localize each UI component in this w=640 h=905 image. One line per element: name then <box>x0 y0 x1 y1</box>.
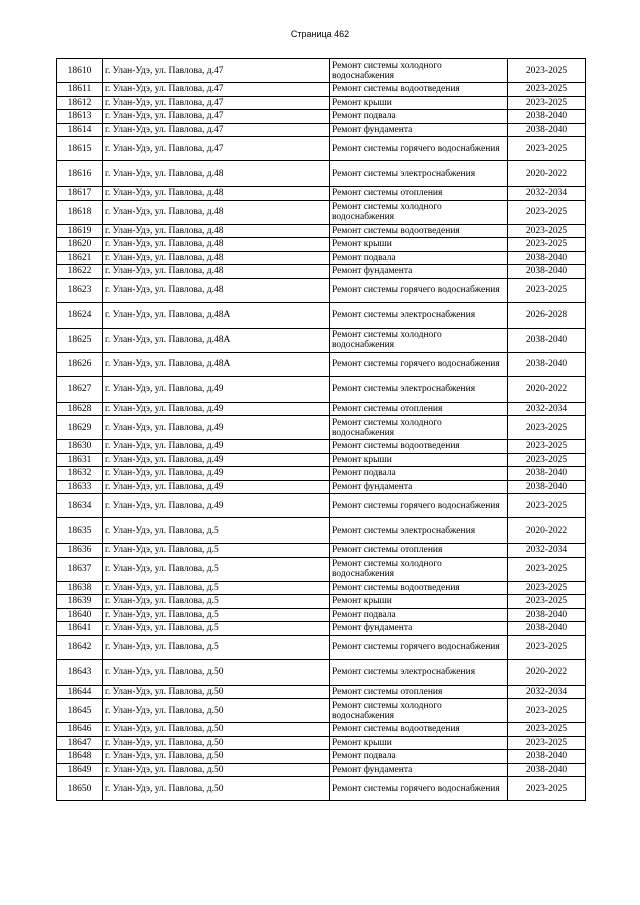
table-row <box>57 416 586 440</box>
period-cell: 2023-2025 <box>508 699 586 723</box>
address-cell: г. Улан-Удэ, ул. Павлова, д.49 <box>103 467 330 481</box>
address-cell: г. Улан-Удэ, ул. Павлова, д.48 <box>103 278 330 302</box>
period-cell: 2038-2040 <box>508 251 586 265</box>
table-row <box>57 518 586 544</box>
period-cell: 2038-2040 <box>508 622 586 636</box>
period-cell: 2023-2025 <box>508 238 586 252</box>
repair-schedule-table <box>56 58 586 801</box>
work-type-cell: Ремонт системы электроснабжения <box>330 376 508 402</box>
work-type-cell: Ремонт фундамента <box>330 480 508 494</box>
period-cell: 2032-2034 <box>508 685 586 699</box>
row-number-cell: 18639 <box>57 595 103 609</box>
row-number-cell: 18629 <box>57 416 103 440</box>
address-cell: г. Улан-Удэ, ул. Павлова, д.47 <box>103 137 330 161</box>
address-cell: г. Улан-Удэ, ул. Павлова, д.47 <box>103 110 330 124</box>
table-row <box>57 595 586 609</box>
period-cell: 2023-2025 <box>508 224 586 238</box>
address-cell: г. Улан-Удэ, ул. Павлова, д.47 <box>103 123 330 137</box>
address-cell: г. Улан-Удэ, ул. Павлова, д.49 <box>103 494 330 518</box>
row-number-cell: 18637 <box>57 557 103 581</box>
address-cell: г. Улан-Удэ, ул. Павлова, д.48 <box>103 265 330 279</box>
table-row <box>57 187 586 201</box>
work-type-cell: Ремонт крыши <box>330 96 508 110</box>
work-type-cell: Ремонт системы горячего водоснабжения <box>330 137 508 161</box>
period-cell: 2023-2025 <box>508 96 586 110</box>
table-row <box>57 110 586 124</box>
table-row <box>57 137 586 161</box>
period-cell: 2020-2022 <box>508 518 586 544</box>
address-cell: г. Улан-Удэ, ул. Павлова, д.50 <box>103 699 330 723</box>
row-number-cell: 18645 <box>57 699 103 723</box>
work-type-cell: Ремонт системы холодного водоснабжения <box>330 557 508 581</box>
work-type-cell: Ремонт системы горячего водоснабжения <box>330 635 508 659</box>
address-cell: г. Улан-Удэ, ул. Павлова, д.49 <box>103 453 330 467</box>
table-row <box>57 777 586 801</box>
period-cell: 2023-2025 <box>508 453 586 467</box>
period-cell: 2038-2040 <box>508 750 586 764</box>
address-cell: г. Улан-Удэ, ул. Павлова, д.50 <box>103 763 330 777</box>
address-cell: г. Улан-Удэ, ул. Павлова, д.48 <box>103 187 330 201</box>
address-cell: г. Улан-Удэ, ул. Павлова, д.50 <box>103 777 330 801</box>
period-cell: 2023-2025 <box>508 557 586 581</box>
work-type-cell: Ремонт подвала <box>330 608 508 622</box>
work-type-cell: Ремонт системы горячего водоснабжения <box>330 777 508 801</box>
table-row <box>57 278 586 302</box>
work-type-cell: Ремонт системы водоотведения <box>330 581 508 595</box>
table-body <box>57 59 586 801</box>
period-cell: 2020-2022 <box>508 161 586 187</box>
address-cell: г. Улан-Удэ, ул. Павлова, д.5 <box>103 608 330 622</box>
table-row <box>57 440 586 454</box>
row-number-cell: 18623 <box>57 278 103 302</box>
work-type-cell: Ремонт крыши <box>330 238 508 252</box>
work-type-cell: Ремонт фундамента <box>330 763 508 777</box>
table-row <box>57 238 586 252</box>
address-cell: г. Улан-Удэ, ул. Павлова, д.5 <box>103 622 330 636</box>
address-cell: г. Улан-Удэ, ул. Павлова, д.5 <box>103 581 330 595</box>
address-cell: г. Улан-Удэ, ул. Павлова, д.50 <box>103 750 330 764</box>
address-cell: г. Улан-Удэ, ул. Павлова, д.49 <box>103 416 330 440</box>
period-cell: 2032-2034 <box>508 187 586 201</box>
table-row <box>57 224 586 238</box>
row-number-cell: 18636 <box>57 544 103 558</box>
period-cell: 2038-2040 <box>508 763 586 777</box>
table-row <box>57 200 586 224</box>
work-type-cell: Ремонт фундамента <box>330 622 508 636</box>
row-number-cell: 18650 <box>57 777 103 801</box>
table-row <box>57 557 586 581</box>
table-row <box>57 59 586 83</box>
work-type-cell: Ремонт системы водоотведения <box>330 723 508 737</box>
table-row <box>57 328 586 352</box>
row-number-cell: 18647 <box>57 736 103 750</box>
address-cell: г. Улан-Удэ, ул. Павлова, д.48 <box>103 224 330 238</box>
table-row <box>57 251 586 265</box>
row-number-cell: 18640 <box>57 608 103 622</box>
period-cell: 2038-2040 <box>508 265 586 279</box>
row-number-cell: 18643 <box>57 659 103 685</box>
row-number-cell: 18620 <box>57 238 103 252</box>
table-row <box>57 635 586 659</box>
address-cell: г. Улан-Удэ, ул. Павлова, д.48 <box>103 200 330 224</box>
address-cell: г. Улан-Удэ, ул. Павлова, д.5 <box>103 635 330 659</box>
address-cell: г. Улан-Удэ, ул. Павлова, д.48А <box>103 302 330 328</box>
address-cell: г. Улан-Удэ, ул. Павлова, д.47 <box>103 96 330 110</box>
period-cell: 2023-2025 <box>508 200 586 224</box>
work-type-cell: Ремонт системы водоотведения <box>330 440 508 454</box>
table-row <box>57 736 586 750</box>
table-row <box>57 376 586 402</box>
row-number-cell: 18611 <box>57 83 103 97</box>
page-number: Страница 462 <box>290 29 350 39</box>
table-row <box>57 302 586 328</box>
period-cell: 2023-2025 <box>508 59 586 83</box>
row-number-cell: 18648 <box>57 750 103 764</box>
row-number-cell: 18633 <box>57 480 103 494</box>
period-cell: 2038-2040 <box>508 110 586 124</box>
table-row <box>57 750 586 764</box>
row-number-cell: 18612 <box>57 96 103 110</box>
work-type-cell: Ремонт крыши <box>330 453 508 467</box>
row-number-cell: 18635 <box>57 518 103 544</box>
table-row <box>57 123 586 137</box>
work-type-cell: Ремонт системы отопления <box>330 544 508 558</box>
period-cell: 2038-2040 <box>508 123 586 137</box>
period-cell: 2023-2025 <box>508 581 586 595</box>
period-cell: 2020-2022 <box>508 376 586 402</box>
address-cell: г. Улан-Удэ, ул. Павлова, д.5 <box>103 595 330 609</box>
address-cell: г. Улан-Удэ, ул. Павлова, д.47 <box>103 83 330 97</box>
table-row <box>57 659 586 685</box>
row-number-cell: 18621 <box>57 251 103 265</box>
row-number-cell: 18638 <box>57 581 103 595</box>
work-type-cell: Ремонт системы электроснабжения <box>330 302 508 328</box>
period-cell: 2038-2040 <box>508 608 586 622</box>
table-row <box>57 467 586 481</box>
row-number-cell: 18641 <box>57 622 103 636</box>
work-type-cell: Ремонт системы холодного водоснабжения <box>330 328 508 352</box>
table-row <box>57 494 586 518</box>
period-cell: 2023-2025 <box>508 595 586 609</box>
row-number-cell: 18632 <box>57 467 103 481</box>
address-cell: г. Улан-Удэ, ул. Павлова, д.48 <box>103 161 330 187</box>
work-type-cell: Ремонт системы водоотведения <box>330 83 508 97</box>
table-row <box>57 265 586 279</box>
row-number-cell: 18613 <box>57 110 103 124</box>
work-type-cell: Ремонт системы холодного водоснабжения <box>330 59 508 83</box>
work-type-cell: Ремонт системы холодного водоснабжения <box>330 699 508 723</box>
row-number-cell: 18615 <box>57 137 103 161</box>
table-row <box>57 453 586 467</box>
work-type-cell: Ремонт фундамента <box>330 123 508 137</box>
address-cell: г. Улан-Удэ, ул. Павлова, д.48А <box>103 328 330 352</box>
work-type-cell: Ремонт крыши <box>330 736 508 750</box>
row-number-cell: 18646 <box>57 723 103 737</box>
row-number-cell: 18634 <box>57 494 103 518</box>
table-row <box>57 161 586 187</box>
work-type-cell: Ремонт системы холодного водоснабжения <box>330 416 508 440</box>
row-number-cell: 18616 <box>57 161 103 187</box>
period-cell: 2023-2025 <box>508 440 586 454</box>
row-number-cell: 18649 <box>57 763 103 777</box>
table-row <box>57 581 586 595</box>
address-cell: г. Улан-Удэ, ул. Павлова, д.49 <box>103 402 330 416</box>
period-cell: 2023-2025 <box>508 278 586 302</box>
row-number-cell: 18631 <box>57 453 103 467</box>
period-cell: 2023-2025 <box>508 777 586 801</box>
address-cell: г. Улан-Удэ, ул. Павлова, д.50 <box>103 736 330 750</box>
period-cell: 2026-2028 <box>508 302 586 328</box>
work-type-cell: Ремонт системы электроснабжения <box>330 518 508 544</box>
row-number-cell: 18614 <box>57 123 103 137</box>
work-type-cell: Ремонт фундамента <box>330 265 508 279</box>
row-number-cell: 18642 <box>57 635 103 659</box>
work-type-cell: Ремонт системы горячего водоснабжения <box>330 352 508 376</box>
work-type-cell: Ремонт системы отопления <box>330 187 508 201</box>
row-number-cell: 18644 <box>57 685 103 699</box>
table-row <box>57 96 586 110</box>
address-cell: г. Улан-Удэ, ул. Павлова, д.48 <box>103 251 330 265</box>
period-cell: 2023-2025 <box>508 723 586 737</box>
work-type-cell: Ремонт подвала <box>330 750 508 764</box>
period-cell: 2038-2040 <box>508 352 586 376</box>
period-cell: 2020-2022 <box>508 659 586 685</box>
table-row <box>57 699 586 723</box>
address-cell: г. Улан-Удэ, ул. Павлова, д.49 <box>103 440 330 454</box>
address-cell: г. Улан-Удэ, ул. Павлова, д.50 <box>103 659 330 685</box>
address-cell: г. Улан-Удэ, ул. Павлова, д.5 <box>103 544 330 558</box>
work-type-cell: Ремонт подвала <box>330 251 508 265</box>
address-cell: г. Улан-Удэ, ул. Павлова, д.47 <box>103 59 330 83</box>
work-type-cell: Ремонт подвала <box>330 467 508 481</box>
row-number-cell: 18618 <box>57 200 103 224</box>
row-number-cell: 18628 <box>57 402 103 416</box>
row-number-cell: 18625 <box>57 328 103 352</box>
address-cell: г. Улан-Удэ, ул. Павлова, д.49 <box>103 376 330 402</box>
table-row <box>57 480 586 494</box>
work-type-cell: Ремонт системы горячего водоснабжения <box>330 494 508 518</box>
work-type-cell: Ремонт системы водоотведения <box>330 224 508 238</box>
address-cell: г. Улан-Удэ, ул. Павлова, д.50 <box>103 723 330 737</box>
work-type-cell: Ремонт системы горячего водоснабжения <box>330 278 508 302</box>
row-number-cell: 18626 <box>57 352 103 376</box>
period-cell: 2023-2025 <box>508 416 586 440</box>
work-type-cell: Ремонт системы электроснабжения <box>330 161 508 187</box>
period-cell: 2023-2025 <box>508 494 586 518</box>
table-row <box>57 402 586 416</box>
period-cell: 2023-2025 <box>508 736 586 750</box>
row-number-cell: 18627 <box>57 376 103 402</box>
period-cell: 2023-2025 <box>508 137 586 161</box>
address-cell: г. Улан-Удэ, ул. Павлова, д.48 <box>103 238 330 252</box>
row-number-cell: 18617 <box>57 187 103 201</box>
period-cell: 2038-2040 <box>508 328 586 352</box>
table-row <box>57 352 586 376</box>
work-type-cell: Ремонт системы холодного водоснабжения <box>330 200 508 224</box>
row-number-cell: 18619 <box>57 224 103 238</box>
table-row <box>57 723 586 737</box>
period-cell: 2032-2034 <box>508 544 586 558</box>
address-cell: г. Улан-Удэ, ул. Павлова, д.48А <box>103 352 330 376</box>
address-cell: г. Улан-Удэ, ул. Павлова, д.5 <box>103 518 330 544</box>
period-cell: 2032-2034 <box>508 402 586 416</box>
work-type-cell: Ремонт системы отопления <box>330 402 508 416</box>
address-cell: г. Улан-Удэ, ул. Павлова, д.50 <box>103 685 330 699</box>
table-row <box>57 83 586 97</box>
table-row <box>57 685 586 699</box>
row-number-cell: 18624 <box>57 302 103 328</box>
table-row <box>57 608 586 622</box>
work-type-cell: Ремонт системы отопления <box>330 685 508 699</box>
table-row <box>57 763 586 777</box>
period-cell: 2038-2040 <box>508 467 586 481</box>
row-number-cell: 18622 <box>57 265 103 279</box>
period-cell: 2023-2025 <box>508 83 586 97</box>
work-type-cell: Ремонт системы электроснабжения <box>330 659 508 685</box>
table-row <box>57 544 586 558</box>
table-row <box>57 622 586 636</box>
period-cell: 2023-2025 <box>508 635 586 659</box>
work-type-cell: Ремонт крыши <box>330 595 508 609</box>
address-cell: г. Улан-Удэ, ул. Павлова, д.49 <box>103 480 330 494</box>
work-type-cell: Ремонт подвала <box>330 110 508 124</box>
address-cell: г. Улан-Удэ, ул. Павлова, д.5 <box>103 557 330 581</box>
row-number-cell: 18630 <box>57 440 103 454</box>
period-cell: 2038-2040 <box>508 480 586 494</box>
row-number-cell: 18610 <box>57 59 103 83</box>
